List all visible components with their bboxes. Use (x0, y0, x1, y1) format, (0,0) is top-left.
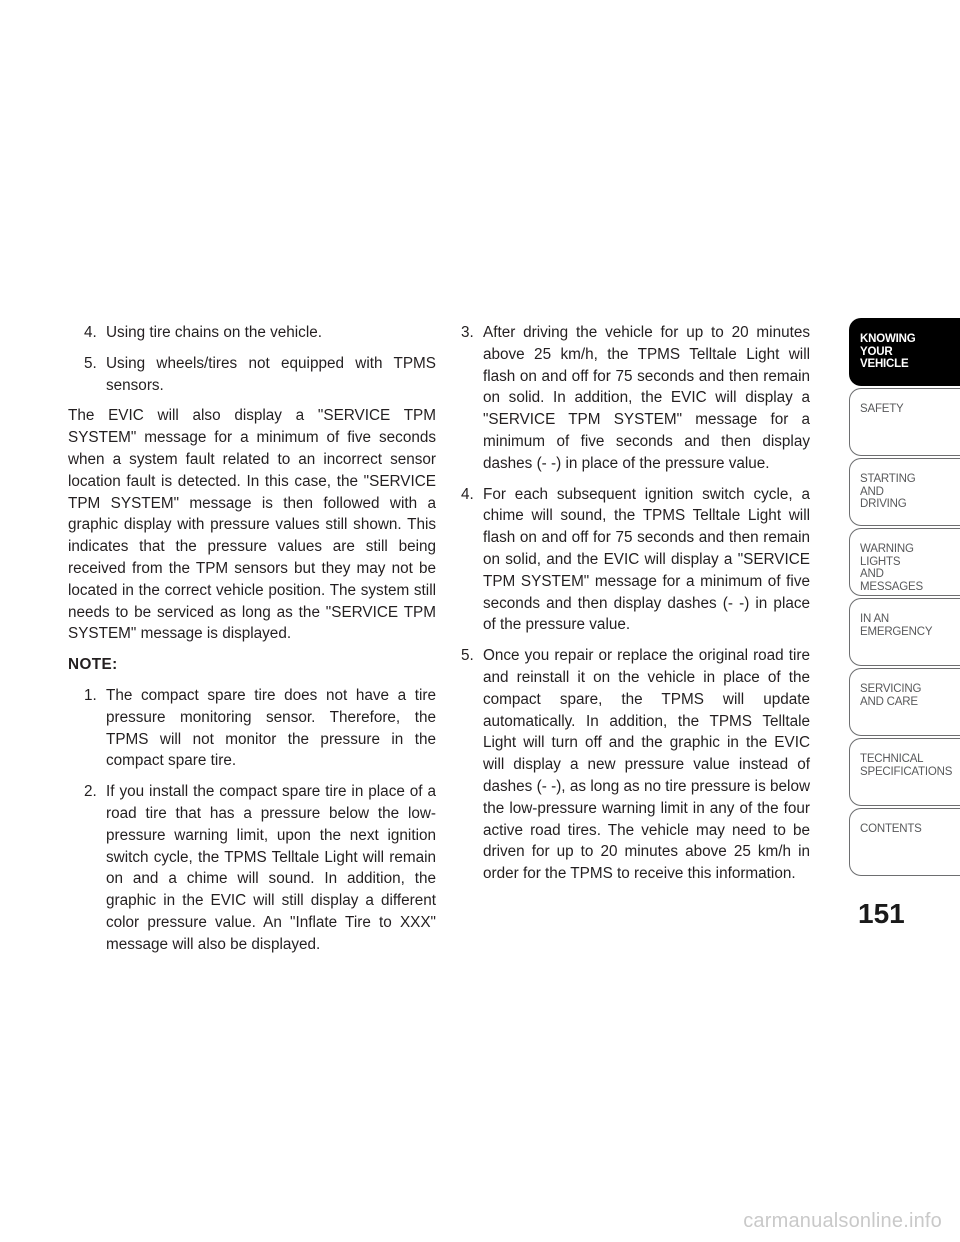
body-paragraph: The EVIC will also display a "SERVICE TPM SYSTEM" message for a minimum of five seconds when a system fault related to an incorrect sensor location fault is detected. In this case, the "SERVICE TPM SYSTEM" message is then followed with a graphic display with pressure values still shown. This indicates that the pressure values are still being received from the TPM sensors but they may not be located in the correct vehicle position. The system still needs to be serviced as long as the "SERVICE TPM SYSTEM" message is displayed. (68, 407, 436, 643)
page-number: 151 (858, 898, 905, 929)
tab-knowing-your-vehicle[interactable]: KNOWING YOUR VEHICLE (849, 318, 960, 386)
list-item-5: 5. Using wheels/tires not equipped with TPMS sensors. (84, 354, 436, 394)
note-heading: NOTE: (68, 656, 118, 674)
right-column (445, 322, 810, 894)
note-item-4: 4. For each subsequent ignition switch cycle, a chime will sound, the TPMS Telltale Light will flash on and off for 75 seconds and then remain on solid, and the EVIC will display a "SERVICE TPM SYSTEM" message for a minimum of five seconds and then display dashes (- -) in place of the pressure value. (461, 485, 810, 634)
tab-warning-lights-and-messages[interactable]: WARNING LIGHTS AND MESSAGES (849, 528, 960, 596)
tab-contents[interactable]: CONTENTS (849, 808, 960, 876)
watermark: carmanualsonline.info (743, 1210, 942, 1232)
tab-starting-and-driving[interactable]: STARTING AND DRIVING (849, 458, 960, 526)
list-item-4: 4. Using tire chains on the vehicle. (84, 324, 322, 341)
section-tabs (849, 318, 960, 878)
tab-servicing-and-care[interactable]: SERVICING AND CARE (849, 668, 960, 736)
note-item-5: 5. Once you repair or replace the original road tire and reinstall it on the vehicle in place of the compact spare, the TPMS will update automatically. In addition, the TPMS Telltale Light will turn off and the graphic in the EVIC will display a new pressure value instead of dashes (- -), as long as no tire pressure is below the low-pressure warning limit in any of the four active road tires. The vehicle may need to be driven for up to 20 minutes above 25 km/h in order for the TPMS to receive this information. (461, 647, 810, 883)
note-item-1: 1. The compact spare tire does not have a tire pressure monitoring sensor. Therefore, the TPMS will not monitor the pressure in the compact spare tire. (84, 686, 436, 770)
note-item-3: 3. After driving the vehicle for up to 20 minutes above 25 km/h, the TPMS Telltale Light will flash on and off for 75 seconds and then remain on solid. In addition, the EVIC will display a "SERVICE TPM SYSTEM" message for a minimum of five seconds and then display dashes (- -) in place of the pressure value. (461, 324, 810, 472)
left-column (68, 322, 436, 965)
note-item-2: 2. If you install the compact spare tire in place of a road tire that has a pressure below the low-pressure warning limit, upon the next ignition switch cycle, the TPMS Telltale Light will remain on and a chime will sound. In addition, the graphic in the EVIC will still display a different color pressure value. An "Inflate Tire to XXX" message will also be displayed. (84, 783, 436, 953)
tab-technical-specifications[interactable]: TECHNICAL SPECIFICATIONS (849, 738, 960, 806)
tab-in-an-emergency[interactable]: IN AN EMERGENCY (849, 598, 960, 666)
tab-safety[interactable]: SAFETY (849, 388, 960, 456)
